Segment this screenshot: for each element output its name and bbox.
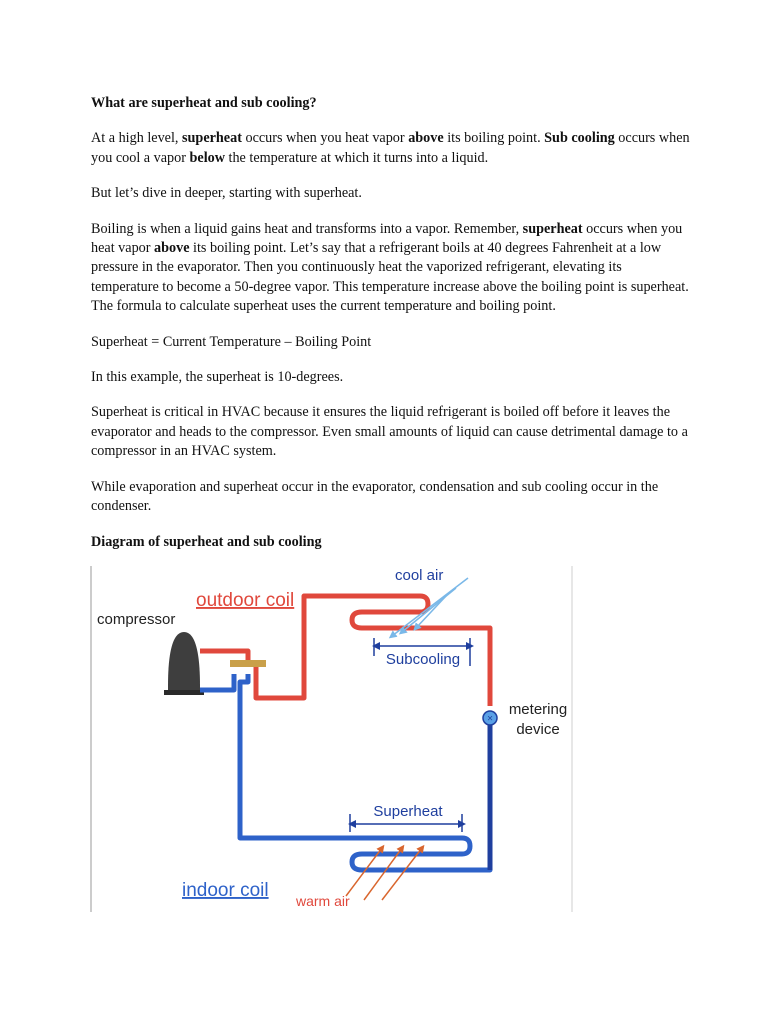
diagram-svg <box>90 566 574 912</box>
superheat-label: Superheat <box>373 803 443 820</box>
bold-term: above <box>408 130 444 147</box>
text-run: At a high level, <box>91 130 183 147</box>
text-run: its boiling point. <box>443 130 545 147</box>
metering-label-line2: device <box>516 721 560 738</box>
diagram-title: Diagram of superheat and sub cooling <box>91 533 322 550</box>
text-run: occurs when you cool a vapor <box>91 130 690 166</box>
bold-term: below <box>189 149 225 166</box>
cool-air-label: cool air <box>395 567 444 584</box>
compressor-label: compressor <box>97 611 176 628</box>
article-body <box>91 94 691 568</box>
bold-term: Sub cooling <box>544 130 615 147</box>
paragraph-dive-in: But let’s dive in deeper, starting with superheat. <box>91 185 362 202</box>
paragraph-formula: Superheat = Current Temperature – Boiling Point <box>91 333 372 350</box>
bold-term: superheat <box>522 220 583 237</box>
paragraph-intro <box>91 129 691 168</box>
indoor-coil-label: indoor coil <box>182 880 269 901</box>
metering-x-glyph: × <box>487 713 493 725</box>
paragraph-example: In this example, the superheat is 10-degrees. <box>91 369 344 386</box>
metering-label-line1: metering <box>508 701 568 718</box>
article-heading: What are superheat and sub cooling? <box>91 95 317 111</box>
suction-line <box>200 674 490 870</box>
paragraph-critical: Superheat is critical in HVAC because it ensures the liquid refrigerant is boiled off before it leaves the evaporator and heads to the compressor. Even small amounts of liquid can cause detrimental damage to a compressor in an HVAC system. <box>91 404 688 460</box>
bold-term: above <box>154 240 190 257</box>
paragraph-boiling <box>91 220 691 317</box>
bold-term: superheat <box>182 130 242 147</box>
text-run: occurs when you heat vapor <box>241 130 409 147</box>
outdoor-coil-label: outdoor coil <box>196 590 295 611</box>
paragraph-condenser: While evaporation and superheat occur in the evaporator, condensation and sub cooling occur in the condenser. <box>91 478 659 515</box>
warm-air-label: warm air <box>296 893 350 909</box>
compressor-base <box>164 690 204 695</box>
reversing-valve <box>230 660 266 667</box>
compressor-body <box>168 632 200 694</box>
text-run: Boiling is when a liquid gains heat and transforms into a vapor. Remember, <box>91 220 523 237</box>
refrigeration-diagram <box>90 566 574 912</box>
text-run: its boiling point. Let’s say that a refrigerant boils at 40 degrees Fahrenheit at a low pressure in the evaporator. Then you continuously heat the vaporized refrigerant, elevating its temperature to become a 50-degree vapor. This temperature increase above the boiling point is superheat. The formula to calculate superheat uses the current temperature and boiling point. <box>91 240 689 315</box>
subcooling-label: Subcooling <box>385 651 461 668</box>
text-run: occurs when you heat vapor <box>91 220 683 257</box>
text-run: the temperature at which it turns into a liquid. <box>224 149 489 166</box>
